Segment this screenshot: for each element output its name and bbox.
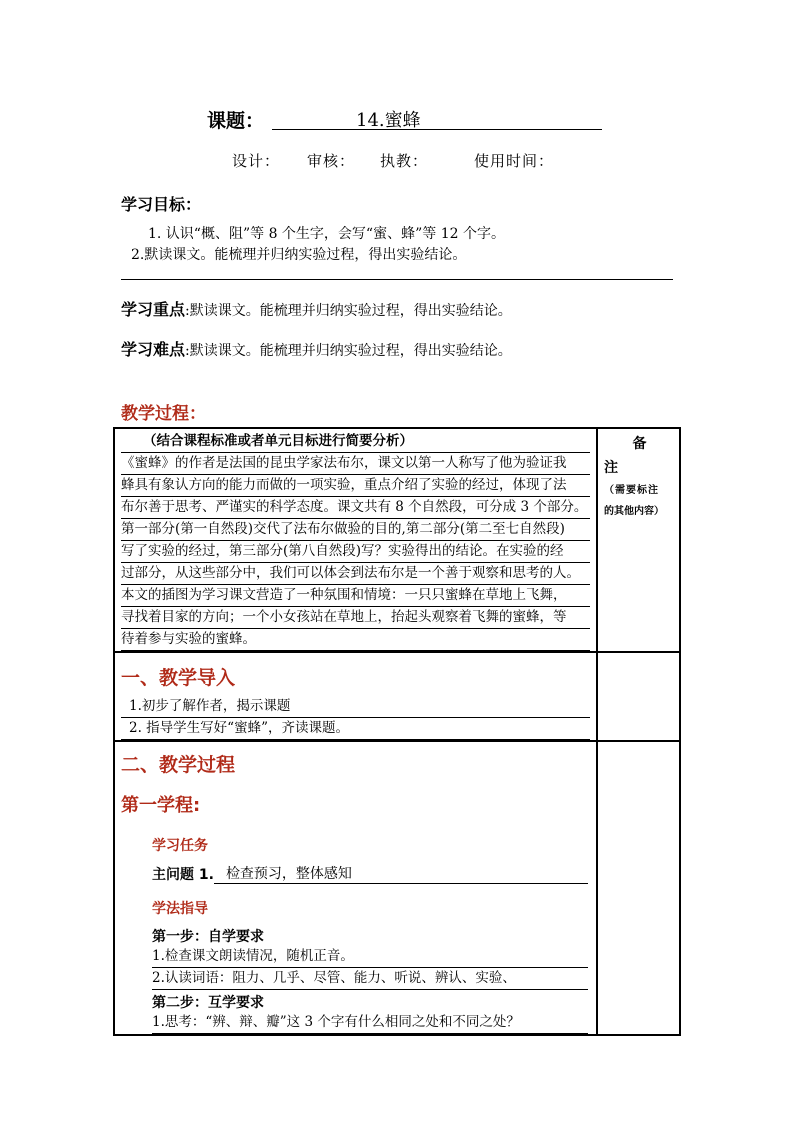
analysis-line: 写了实验的经过，第三部分(第八自然段)写？实验得出的结论。在实验的经 bbox=[121, 541, 590, 563]
step1-item: 2.认读词语：阻力、几乎、尽管、能力、听说、辨认、实验、 bbox=[152, 968, 588, 990]
focus-row bbox=[121, 297, 512, 320]
title-label: 课题： bbox=[207, 110, 265, 132]
focus-label: 学习重点 bbox=[121, 300, 186, 319]
step2-item: 1.思考：“辨、辩、瓣”这 3 个字有什么相同之处和不同之处？ bbox=[152, 1012, 588, 1034]
analysis-line: 布尔善于思考、严谨实的科学态度。课文共有 8 个自然段，可分成 3 个部分。 bbox=[121, 497, 590, 519]
design-label: 设计： bbox=[232, 152, 281, 170]
goals-label: 学习目标： bbox=[121, 195, 202, 214]
difficulty-label: 学习难点 bbox=[121, 340, 186, 359]
intro-item: 2. 指导学生写好“蜜蜂”，齐读课题。 bbox=[121, 718, 590, 740]
difficulty-text: :默读课文。能梳理并归纳实验过程，得出实验结论。 bbox=[185, 343, 512, 359]
remarks-note: （需要标注 bbox=[604, 485, 659, 496]
analysis-line: 寻找着目家的方向；一个小女孩站在草地上，抬起头观察着飞舞的蜜蜂，等 bbox=[121, 607, 590, 629]
remarks-title-2: 注 bbox=[604, 460, 618, 476]
difficulty-row bbox=[121, 337, 512, 360]
divider bbox=[121, 279, 673, 280]
analysis-line: 《蜜蜂》的作者是法国的昆虫学家法布尔，课文以第一人称写了他为验证我 bbox=[121, 453, 590, 475]
remarks-note-2: 的其他内容） bbox=[604, 506, 664, 517]
question-row bbox=[152, 863, 590, 884]
method-label: 学法指导 bbox=[152, 901, 208, 917]
remarks-cell bbox=[597, 428, 680, 652]
time-label: 使用时间： bbox=[474, 152, 555, 170]
intro-cell bbox=[114, 652, 597, 741]
step1-label: 第一步：自学要求 bbox=[152, 929, 264, 945]
teach-label: 执教： bbox=[380, 152, 429, 170]
stage-title: 第一学程: bbox=[121, 795, 201, 816]
analysis-line: 本文的插图为学习课文营造了一种氛围和情境：一只只蜜蜂在草地上飞舞， bbox=[121, 585, 590, 607]
question-label: 主问题 1. bbox=[152, 867, 214, 883]
analysis-line: 过部分，从这些部分中，我们可以体会到法布尔是一个善于观察和思考的人。 bbox=[121, 563, 590, 585]
step2-label: 第二步：互学要求 bbox=[152, 995, 264, 1011]
lesson-title: 14.蜜蜂 bbox=[272, 106, 602, 130]
analysis-cell bbox=[114, 428, 597, 652]
intro-remarks-cell bbox=[597, 652, 680, 741]
analysis-line: 第一部分(第一自然段)交代了法布尔做验的目的,第二部分(第二至七自然段) bbox=[121, 519, 590, 541]
focus-text: :默读课文。能梳理并归纳实验过程，得出实验结论。 bbox=[185, 303, 512, 319]
remarks-title: 备 bbox=[632, 436, 647, 452]
process-cell bbox=[114, 741, 597, 1035]
analysis-line: 蜂具有象认方向的能力而做的一项实验，重点介绍了实验的经过，体现了法 bbox=[121, 475, 590, 497]
goal-item-2: 2.默读课文。能梳理并归纳实验过程，得出实验结论。 bbox=[131, 247, 467, 263]
task-label: 学习任务 bbox=[152, 838, 208, 854]
goal-item-1: 1. 认识“概、阻”等 8 个生字，会写“蜜、蜂”等 12 个字。 bbox=[148, 226, 505, 242]
process-label: 教学过程： bbox=[121, 404, 206, 424]
analysis-heading: （结合课程标准或者单元目标进行简要分析） bbox=[121, 431, 590, 453]
lesson-table bbox=[113, 427, 681, 1036]
intro-item: 1.初步了解作者，揭示课题 bbox=[121, 696, 590, 718]
review-label: 审核： bbox=[307, 152, 356, 170]
process-title: 二、教学过程 bbox=[121, 754, 236, 776]
analysis-line: 待着参与实验的蜜蜂。 bbox=[121, 629, 590, 651]
question-text: 检查预习，整体感知 bbox=[214, 863, 588, 884]
intro-title: 一、教学导入 bbox=[121, 667, 236, 689]
step1-item: 1.检查课文朗读情况，随机正音。 bbox=[152, 946, 588, 968]
process-remarks-cell bbox=[597, 741, 680, 1035]
